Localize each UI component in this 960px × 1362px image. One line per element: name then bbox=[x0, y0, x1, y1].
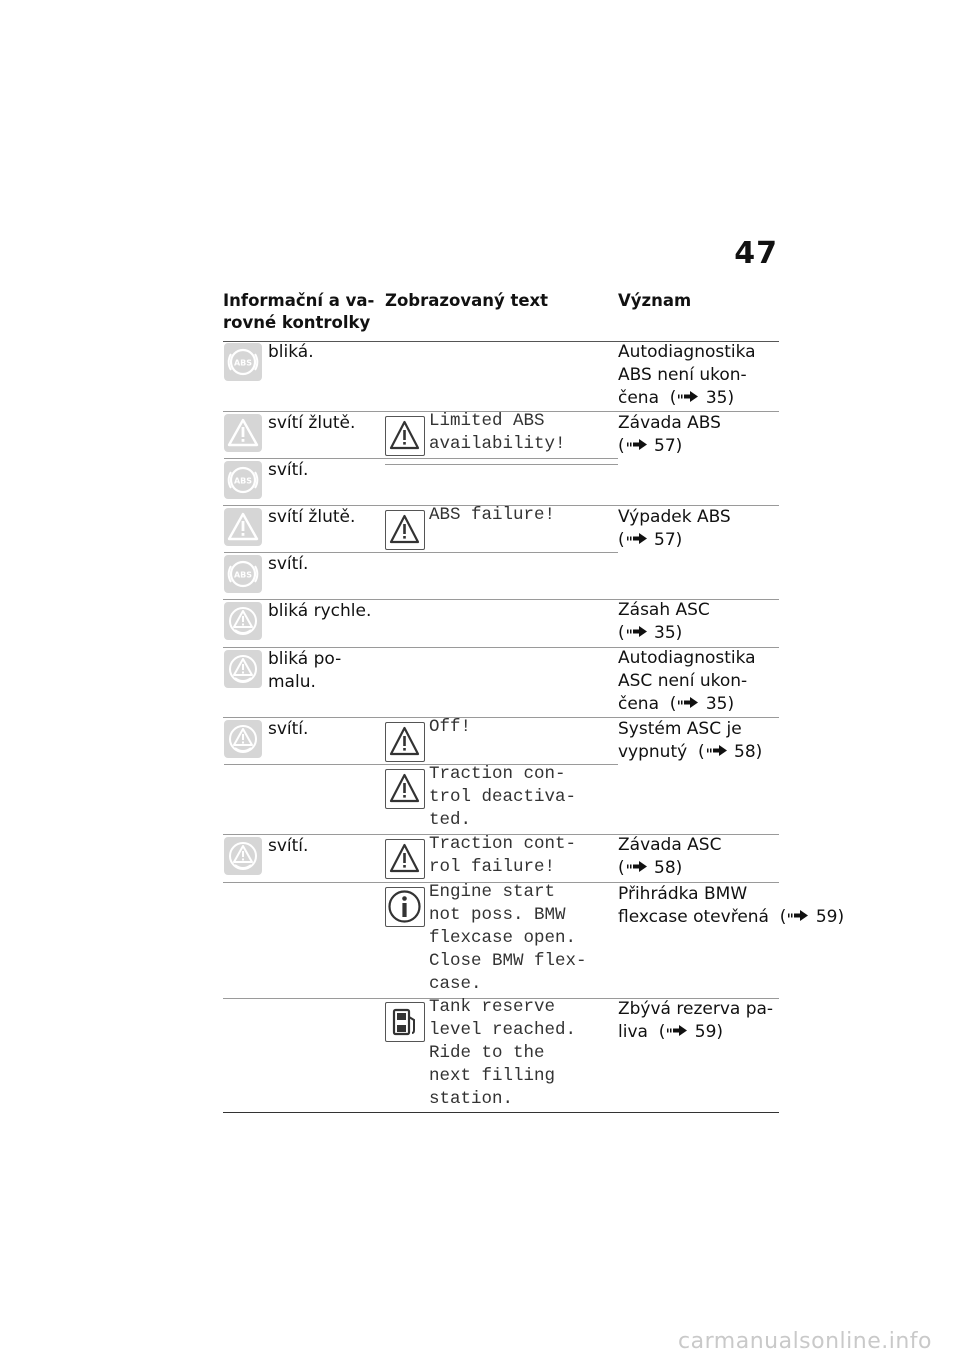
page-reference-number: 35) bbox=[700, 694, 735, 714]
reference-arrow-icon bbox=[667, 1025, 687, 1036]
lamp-state-text: svítí. bbox=[268, 719, 309, 739]
page-number: 47 bbox=[734, 236, 778, 271]
meaning-text-line: Systém ASC je bbox=[618, 719, 742, 739]
meaning-text-line: Závada ABS bbox=[618, 413, 721, 433]
display-message-line: availability! bbox=[429, 434, 566, 454]
reference-arrow-icon bbox=[627, 439, 647, 450]
meaning-text-line: ABS není ukon- bbox=[618, 365, 747, 385]
display-message-line: station. bbox=[429, 1089, 514, 1109]
display-general-warning-triangle-icon bbox=[385, 416, 425, 456]
reference-arrow-icon bbox=[707, 745, 727, 756]
lamp-state-text: svítí. bbox=[268, 460, 309, 480]
meaning-text-line: liva ( 59) bbox=[618, 1022, 724, 1042]
asc-stability-icon bbox=[224, 720, 262, 758]
page-reference-number: 35) bbox=[648, 623, 683, 643]
header-col-display: Zobrazovaný text bbox=[385, 291, 549, 310]
display-message-line: not poss. BMW bbox=[429, 905, 566, 925]
reference-arrow-icon bbox=[788, 910, 808, 921]
display-message-line: flexcase open. bbox=[429, 928, 577, 948]
reference-arrow-icon bbox=[627, 861, 647, 872]
display-message-line: Off! bbox=[429, 717, 472, 737]
header-col-lamps-line1: Informační a va- bbox=[223, 291, 375, 310]
meaning-text-line: vypnutý ( 58) bbox=[618, 742, 763, 762]
lamp-state-text: svítí žlutě. bbox=[268, 507, 356, 527]
display-general-warning-triangle-icon bbox=[385, 769, 425, 809]
meaning-text-line: Zásah ASC bbox=[618, 600, 710, 620]
reference-arrow-icon bbox=[627, 533, 647, 544]
display-message-line: level reached. bbox=[429, 1020, 577, 1040]
display-message-line: Engine start bbox=[429, 882, 556, 902]
header-col-lamps-line2: rovné kontrolky bbox=[223, 313, 371, 332]
display-message-line: Ride to the bbox=[429, 1043, 545, 1063]
page-reference-number: 35) bbox=[700, 388, 735, 408]
lamp-state-text: svítí žlutě. bbox=[268, 413, 356, 433]
page-reference[interactable]: ( 35) bbox=[618, 623, 683, 643]
display-message-line: case. bbox=[429, 974, 482, 994]
display-cell-divider bbox=[385, 552, 618, 553]
display-message-line: Traction con- bbox=[429, 764, 566, 784]
svg-text:ABS: ABS bbox=[233, 358, 253, 368]
page-reference-number: 59) bbox=[689, 1022, 724, 1042]
meaning-text-line: flexcase otevřená ( 59) bbox=[618, 907, 845, 927]
lamp-state-text: bliká rychle. bbox=[268, 601, 372, 621]
watermark: carmanualsonline.info bbox=[678, 1329, 932, 1354]
display-message-line: Tank reserve bbox=[429, 997, 556, 1017]
reference-arrow-icon bbox=[627, 626, 647, 637]
abs-warning-icon bbox=[224, 555, 262, 593]
display-general-warning-triangle-icon bbox=[385, 722, 425, 762]
display-message-line: next filling bbox=[429, 1066, 556, 1086]
meaning-text-line: Autodiagnostika bbox=[618, 648, 756, 668]
page-reference[interactable]: ( 58) bbox=[618, 858, 683, 878]
display-message-line: trol deactiva- bbox=[429, 787, 577, 807]
display-message-line: ABS failure! bbox=[429, 505, 556, 525]
page-reference[interactable]: ( 35) bbox=[659, 694, 735, 714]
lamp-state-text: svítí. bbox=[268, 554, 309, 574]
display-message-line: Traction cont- bbox=[429, 834, 577, 854]
page-reference[interactable]: ( 35) bbox=[659, 388, 735, 408]
abs-warning-icon bbox=[224, 461, 262, 499]
display-message-line: ted. bbox=[429, 810, 472, 830]
page-reference-number: 58) bbox=[648, 858, 683, 878]
general-warning-triangle-icon bbox=[224, 508, 262, 546]
lamp-state-text: malu. bbox=[268, 672, 316, 692]
display-message-line: Limited ABS bbox=[429, 411, 545, 431]
lamp-state-text: svítí. bbox=[268, 836, 309, 856]
header-col-lamps bbox=[223, 290, 374, 334]
page-reference[interactable]: ( 59) bbox=[647, 1022, 724, 1042]
meaning-text-line: Závada ASC bbox=[618, 835, 722, 855]
display-message-line: Close BMW flex- bbox=[429, 951, 587, 971]
page-reference-number: 57) bbox=[648, 436, 683, 456]
display-general-warning-triangle-icon bbox=[385, 839, 425, 879]
page-reference[interactable]: ( 57) bbox=[618, 436, 683, 456]
asc-stability-icon bbox=[224, 602, 262, 640]
asc-stability-icon bbox=[224, 650, 262, 688]
lamp-state-text: bliká po- bbox=[268, 649, 342, 669]
display-message-line: rol failure! bbox=[429, 857, 556, 877]
general-warning-triangle-icon bbox=[224, 414, 262, 452]
meaning-text-line: čena ( 35) bbox=[618, 694, 735, 714]
page-reference[interactable]: ( 59) bbox=[768, 907, 845, 927]
display-cell-divider bbox=[385, 464, 618, 465]
meaning-text-line: čena ( 35) bbox=[618, 388, 735, 408]
meaning-text-line: Zbývá rezerva pa- bbox=[618, 999, 774, 1019]
page-reference-number: 58) bbox=[728, 742, 763, 762]
abs-warning-icon bbox=[224, 343, 262, 381]
reference-arrow-icon bbox=[678, 391, 698, 402]
meaning-text-line: Autodiagnostika bbox=[618, 342, 756, 362]
display-info-icon bbox=[385, 887, 425, 927]
meaning-text-line: ASC není ukon- bbox=[618, 671, 748, 691]
header-col-meaning: Význam bbox=[618, 291, 692, 310]
meaning-text-line: Přihrádka BMW bbox=[618, 884, 748, 904]
footer bbox=[0, 1322, 960, 1362]
asc-stability-icon bbox=[224, 837, 262, 875]
table-bottom-border bbox=[223, 1112, 779, 1113]
page-reference-number: 57) bbox=[648, 530, 683, 550]
page-reference[interactable]: ( 57) bbox=[618, 530, 683, 550]
meaning-text-line: Výpadek ABS bbox=[618, 507, 731, 527]
svg-text:ABS: ABS bbox=[233, 570, 253, 580]
lamp-state-text: bliká. bbox=[268, 342, 314, 362]
page-reference[interactable]: ( 58) bbox=[687, 742, 763, 762]
display-general-warning-triangle-icon bbox=[385, 510, 425, 550]
page-reference-number: 59) bbox=[810, 907, 845, 927]
svg-text:ABS: ABS bbox=[233, 476, 253, 486]
display-fuel-pump-icon bbox=[385, 1002, 425, 1042]
reference-arrow-icon bbox=[678, 697, 698, 708]
